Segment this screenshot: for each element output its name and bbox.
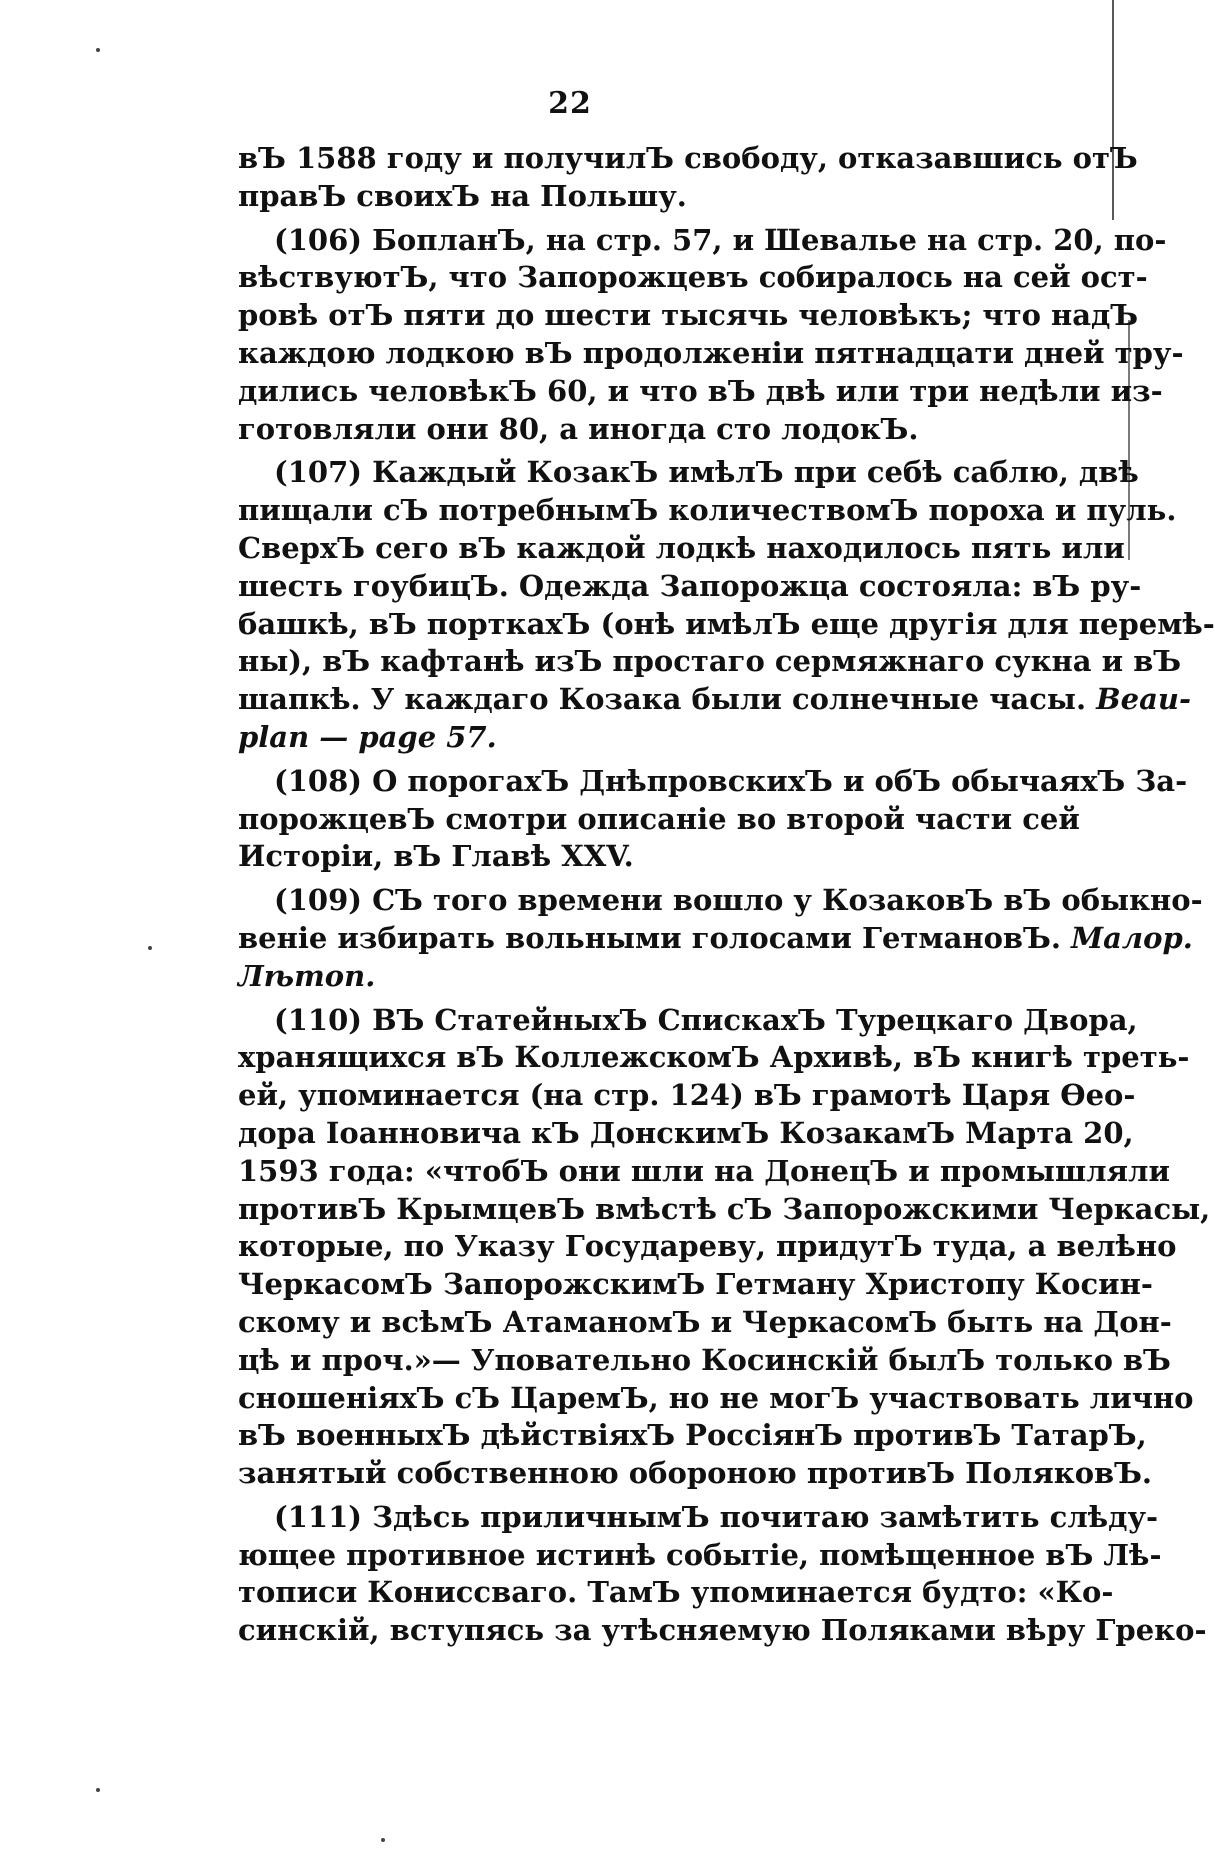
line-text: вЪ военныхЪ дѣйствіяхЪ РоссіянЪ противЪ ТатарЪ,: [238, 1418, 1147, 1453]
text-line: [238, 1077, 1136, 1115]
line-text: правЪ своихЪ на Польшу.: [238, 178, 687, 213]
text-line: [238, 1228, 1177, 1266]
line-text: синскій, вступясь за утѣсняемую Поляками вѣру Греко-: [238, 1613, 1207, 1648]
text-line: [238, 1153, 1170, 1191]
text-line: [238, 335, 1184, 373]
text-line: [238, 763, 1188, 801]
text-line: [238, 719, 1024, 757]
text-line: [238, 411, 1024, 449]
text-line: [238, 178, 1024, 216]
text-line: [238, 454, 1139, 492]
line-text: башкѣ, вЪ порткахЪ (онѣ имѣлЪ еще другія для перемѣ-: [238, 606, 1215, 641]
text-line: [238, 681, 1192, 719]
line-text: которые, по Указу Государеву, придутЪ туда, а велѣно: [238, 1229, 1177, 1264]
speck-mark: [96, 48, 100, 52]
line-text: порожцевЪ смотри описаніе во второй части сей: [238, 801, 1080, 836]
line-text: вЪ 1588 году и получилЪ свободу, отказавшись отЪ: [238, 141, 1138, 175]
line-text: (106) БопланЪ, на стр. 57, и Шевалье на стр. 20, по-: [274, 222, 1167, 257]
line-text: ЧеркасомЪ ЗапорожскимЪ Гетману Христопу Косин-: [238, 1267, 1153, 1302]
text-line: [238, 801, 1080, 839]
text-line: [238, 1499, 1159, 1537]
line-text: дора Іоанновича кЪ ДонскимЪ КозакамЪ Марта 20,: [238, 1115, 1134, 1150]
line-text: (107) Каждый КозакЪ имѣлЪ при себѣ саблю, двѣ: [274, 455, 1139, 490]
line-text: сношеніяхЪ сЪ ЦаремЪ, но не могЪ участвовать лично: [238, 1380, 1194, 1415]
text-line: [238, 606, 1215, 644]
line-text: ющее противное истинѣ событіе, помѣщенное вЪ Лѣ-: [238, 1537, 1162, 1572]
text-line: [238, 643, 1182, 681]
line-text: (108) О порогахЪ ДнѣпровскихЪ и обЪ обычаяхЪ За-: [274, 763, 1188, 798]
line-text: занятый собственною обороною противЪ ПоляковЪ.: [238, 1456, 1153, 1491]
text-line: [238, 492, 1177, 530]
text-line: [238, 1002, 1138, 1040]
text-line: [238, 1380, 1194, 1418]
text-line: [238, 1039, 1190, 1077]
line-text: каждою лодкою вЪ продолженіи пятнадцати дней тру-: [238, 335, 1184, 370]
footnotes-text: [238, 140, 1215, 1650]
text-line: [238, 568, 1142, 606]
line-text: ей, упоминается (на стр. 124) вЪ грамотѣ Царя Ѳео-: [238, 1078, 1136, 1113]
line-text: противЪ КрымцевЪ вмѣстѣ сЪ Запорожскими Черкасы,: [238, 1191, 1211, 1226]
speck-mark: [96, 1788, 100, 1792]
line-text: вѣствуютЪ, что Запорожцевъ собиралось на сей ост-: [238, 260, 1148, 295]
text-line: [238, 1342, 1171, 1380]
line-text: тописи Кониссваго. ТамЪ упоминается будто: «Ко-: [238, 1575, 1114, 1610]
text-line: [238, 1417, 1147, 1455]
line-text: цѣ и проч.»— Уповательно Косинскій былЪ только вЪ: [238, 1342, 1171, 1377]
page-number: 22: [548, 86, 592, 121]
line-text: шесть гоубицЪ. Одежда Запорожца состояла: вЪ ру-: [238, 568, 1142, 603]
line-text: СверхЪ сего вЪ каждой лодкѣ находилось пять или: [238, 530, 1125, 565]
text-line: [238, 1455, 1153, 1493]
text-line: [238, 882, 1203, 920]
line-text: веніе избирать вольными голосами ГетмановЪ.: [238, 920, 1061, 955]
text-line: [238, 1304, 1172, 1342]
text-line: [238, 297, 1139, 335]
line-text: шапкѣ. У каждаго Козака были солнечные часы.: [238, 682, 1087, 717]
speck-mark: [381, 1838, 385, 1842]
text-line: [238, 1191, 1211, 1229]
text-line: [238, 530, 1125, 568]
line-text: готовляли они 80, а иногда сто лодокЪ.: [238, 411, 919, 446]
line-text: (109) СЪ того времени вошло у КозаковЪ вЪ обыкно-: [274, 883, 1203, 918]
text-line: [238, 140, 1138, 178]
line-text: 1593 года: «чтобЪ они шли на ДонецЪ и промышляли: [238, 1153, 1170, 1188]
line-text: пищали сЪ потребнымЪ количествомЪ пороха и пуль.: [238, 493, 1177, 528]
text-line: [238, 1266, 1153, 1304]
text-line: [238, 958, 1024, 996]
line-text: хранящихся вЪ КоллежскомЪ Архивѣ, вЪ книгѣ треть-: [238, 1040, 1190, 1075]
line-text: (111) Здѣсь приличнымЪ почитаю замѣтить слѣду-: [274, 1499, 1159, 1534]
text-line: [238, 1537, 1162, 1575]
text-line: [238, 920, 1193, 958]
line-text: ровѣ отЪ пяти до шести тысячь человѣкъ; что надЪ: [238, 298, 1139, 333]
text-line: [238, 1115, 1134, 1153]
citation-text: plan — page 57.: [238, 719, 497, 754]
citation-text: Малор.: [1071, 920, 1193, 955]
citation-text: Beau-: [1096, 682, 1192, 717]
text-line: [238, 838, 1024, 876]
line-text: (110) ВЪ СтатейныхЪ СпискахЪ Турецкаго Двора,: [274, 1002, 1138, 1037]
line-text: дились человѣкЪ 60, и что вЪ двѣ или три недѣли из-: [238, 373, 1163, 408]
line-text: ны), вЪ кафтанѣ изЪ простаго сермяжнаго сукна и вЪ: [238, 644, 1182, 679]
speck-mark: [148, 946, 152, 950]
text-line: [238, 373, 1163, 411]
text-line: [238, 1574, 1114, 1612]
citation-text: Лѣтоп.: [238, 958, 376, 993]
line-text: Исторіи, вЪ Главѣ XXV.: [238, 839, 634, 874]
text-line: [238, 259, 1148, 297]
text-line: [238, 222, 1167, 260]
text-line: [238, 1612, 1207, 1650]
line-text: скому и всѣмЪ АтаманомЪ и ЧеркасомЪ быть на Дон-: [238, 1304, 1172, 1339]
